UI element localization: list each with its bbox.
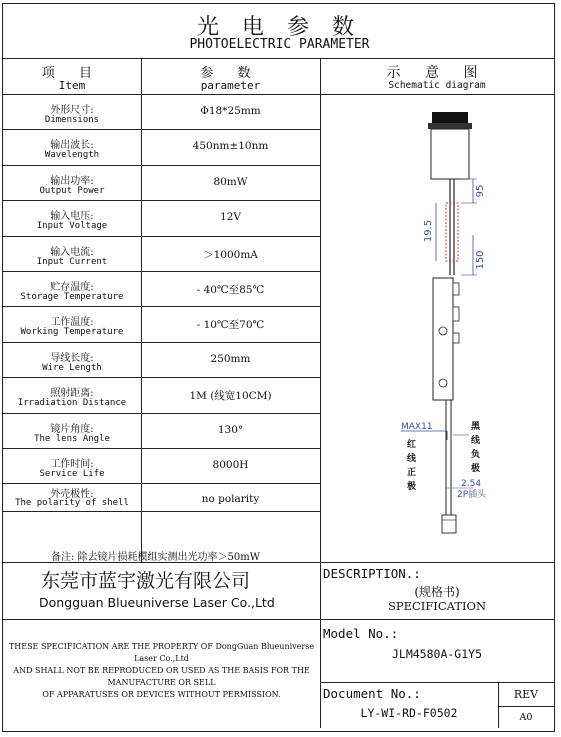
divider [3,619,554,620]
notice-line-4: MANUFACTURE OR SELL [107,678,216,687]
row-label-cn: 镜片角度: [50,423,94,435]
dimension-19-5: 19.5 [423,219,434,243]
row-value: 80mW [213,175,248,188]
row-label-cn: 外壳极性: [50,489,94,501]
row-value: Φ18*25mm [200,105,261,117]
page-title: 光 电 参 数 [197,15,362,40]
svg-text:红: 红 [407,440,417,450]
divider [3,58,554,59]
svg-text:极: 极 [471,464,481,474]
row-label-cn: 工作时间: [50,459,94,470]
divider [3,511,320,512]
row-label-cn: 照射距离: [50,388,94,400]
row-label-en: The polarity of shell [15,498,129,509]
laser-body [431,129,469,179]
row-label-en: Wavelength [44,150,100,161]
divider [320,682,554,683]
row-label-cn: 输入电流: [50,246,94,258]
row-value: 12V [220,211,241,224]
heat-shrink [446,203,458,261]
description-label: DESCRIPTION.: [323,566,421,581]
dimension-150: 150 [475,250,486,270]
svg-text:黑: 黑 [471,422,481,432]
max11-label: MAX11 [401,422,433,432]
row-label-en: Irradiation Distance [17,398,127,409]
row-label-en: The lens Angle [34,433,110,444]
notice-line-1: THESE SPECIFICATION ARE THE PROPERTY OF DongGuan Blueuniverse [8,642,315,651]
row-value: 1M (线宽10CM) [189,390,272,403]
footnote: 备注: 除去镜片损耗模组实测出光功率＞50mW [51,552,261,563]
row-label-cn: 工作温度: [50,317,94,329]
column-header-diagram: 示 意 图 [386,65,488,81]
model-label: Model No.: [323,626,399,641]
column-header-parameter: 参 数 [200,66,261,81]
row-value: - 10℃至70℃ [196,319,265,332]
model-value: JLM4580A-G1Y5 [391,647,482,661]
divider [498,706,554,707]
table-row [3,377,320,412]
row-label-en: Input Current [36,256,108,267]
schematic-diagram [321,95,554,562]
divider [3,562,554,563]
document-label: Document No.: [323,686,421,701]
document-value: LY-WI-RD-F0502 [360,706,458,720]
row-value: ＞1000mA [203,248,258,261]
svg-text:极: 极 [407,482,417,492]
row-value: 8000H [212,459,249,471]
row-label-en: Wire Length [42,362,102,373]
plug-label: 2P插头 [457,490,487,500]
description-cn: (规格书) [414,585,460,599]
black-wire-label [470,420,481,474]
column-header-diagram-en: Schematic diagram [388,80,486,91]
table-row [3,413,320,448]
table-row [3,483,320,518]
table-row [3,271,320,306]
row-value: no polarity [201,493,260,506]
table-row [3,94,320,129]
notice-line-3: AND SHALL NOT BE REPRODUCED OR USED AS THE BASIS FOR THE [13,666,310,675]
row-label-en: Working Temperature [20,327,124,338]
row-value: 450nm±10nm [192,140,269,153]
notice-line-5: OF APPARATUSES OR DEVICES WITHOUT PERMISSION. [42,690,281,699]
row-label-en: Storage Temperature [20,292,124,302]
table-row [3,342,320,377]
row-label-en: Output Power [39,185,105,196]
rev-label: REV [513,688,539,701]
driver-board [433,278,453,400]
spec-sheet [2,3,555,732]
row-label-en: Dimensions [44,115,100,125]
company-name-cn: 东莞市蓝宇激光有限公司 [41,570,251,592]
company-name-en: Dongguan Blueuniverse Laser Co.,Ltd [39,595,275,610]
rev-value: A0 [519,712,533,723]
table-row [3,448,320,483]
column-header-item-en: Item [58,79,86,92]
row-label-cn: 外形尺寸: [50,105,94,116]
row-value: 250mm [210,352,251,365]
svg-text:负: 负 [471,450,481,460]
page-subtitle: PHOTOELECTRIC PARAMETER [189,37,370,52]
row-label-en: Input Voltage [36,221,108,232]
row-label-cn: 输入电压: [50,211,94,223]
row-label-en: Service Life [39,469,105,479]
table-row [3,165,320,200]
row-value: 130° [217,423,244,436]
dimension-95: 95 [475,184,486,198]
row-value: - 40℃至85℃ [196,284,265,296]
pitch-label: 2.54 [461,479,482,489]
column-header-parameter-en: parameter [200,79,261,92]
table-row [3,306,320,341]
heatsink-base [428,123,472,129]
table-row [3,236,320,271]
red-wire-label [406,438,417,492]
svg-text:线: 线 [407,454,417,464]
table-row [3,129,320,164]
table-row [3,200,320,235]
notice-line-2: Laser Co.,Ltd [134,654,189,663]
description-en: SPECIFICATION [387,599,487,613]
row-label-cn: 贮存温度: [50,282,94,293]
row-label-cn: 输出功率: [50,175,94,187]
svg-text:正: 正 [407,468,417,478]
row-label-cn: 输出波长: [50,140,94,152]
svg-text:线: 线 [471,436,481,446]
row-label-cn: 导线长度: [50,352,94,364]
plug-connector [442,515,456,533]
column-header-item: 项 目 [41,66,103,81]
